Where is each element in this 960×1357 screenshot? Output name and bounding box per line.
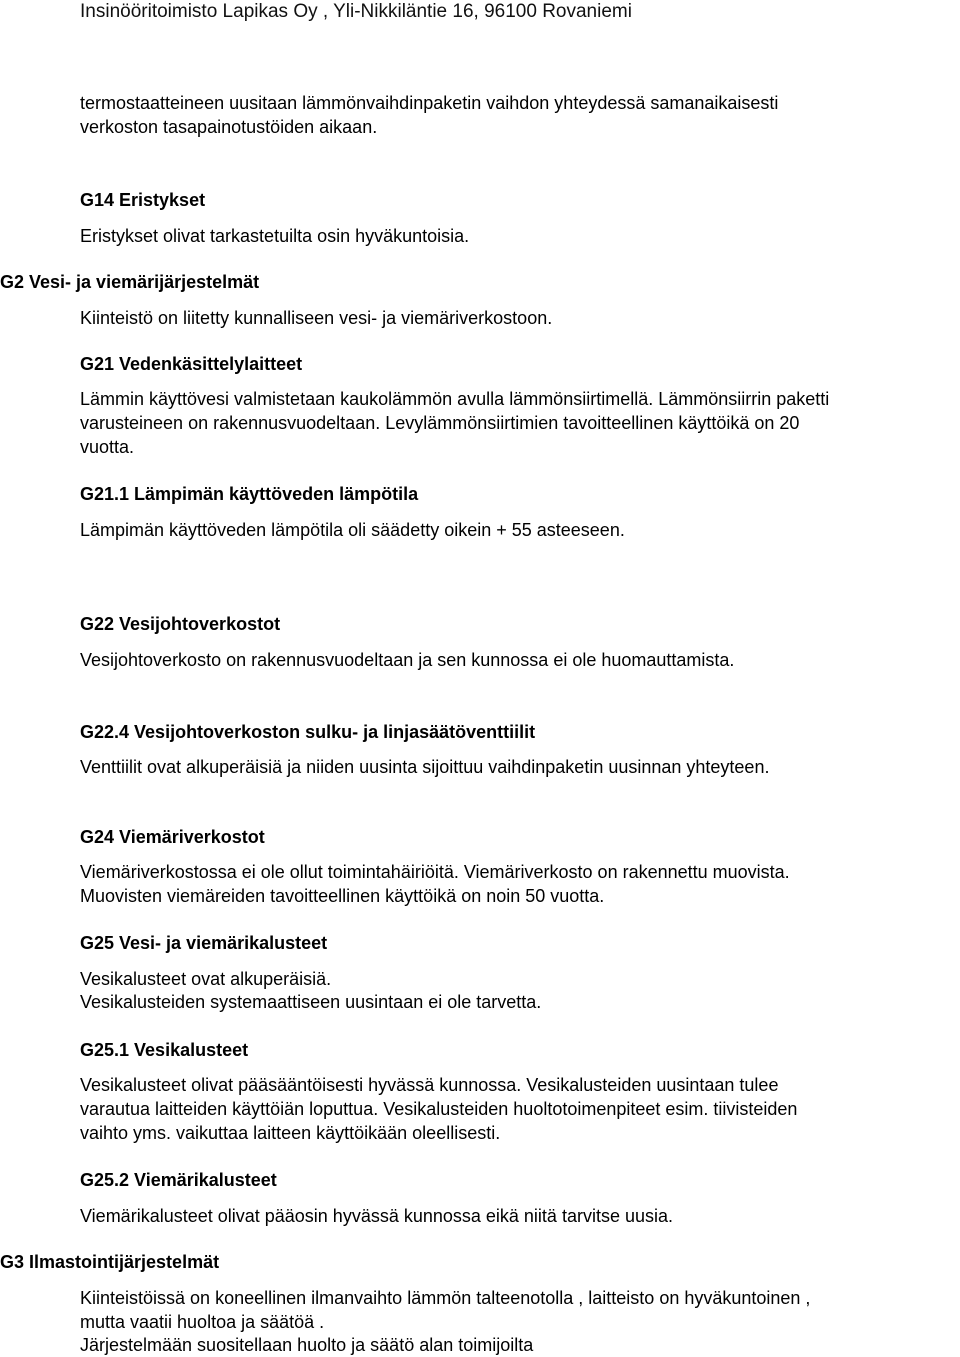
section-heading: G25.1 Vesikalusteet xyxy=(80,1040,249,1060)
section-text: mutta vaatii huoltoa ja säätöä . xyxy=(80,1312,325,1332)
section-text: Viemärikalusteet olivat pääosin hyvässä kunnossa eikä niitä tarvitse uusia. xyxy=(80,1206,673,1226)
section-text: Muovisten viemäreiden tavoitteellinen käyttöikä on noin 50 vuotta. xyxy=(80,886,605,906)
section-text: Viemäriverkostossa ei ole ollut toimintahäiriöitä. Viemäriverkosto on rakennettu muovista. xyxy=(80,862,790,882)
section-heading: G25.2 Viemärikalusteet xyxy=(80,1170,277,1190)
section-heading: G2 Vesi- ja viemärijärjestelmät xyxy=(0,272,260,292)
section-text: vuotta. xyxy=(80,437,135,457)
intro-line: verkoston tasapainotustöiden aikaan. xyxy=(80,117,378,137)
section-heading: G3 Ilmastointijärjestelmät xyxy=(0,1252,220,1272)
section-text: varusteineen on rakennusvuodeltaan. Levylämmönsiirtimien tavoitteellinen käyttöikä on 20 xyxy=(80,413,800,433)
section-text: vaihto yms. vaikuttaa laitteen käyttöikään oleellisesti. xyxy=(80,1123,501,1143)
section-text: Järjestelmään suositellaan huolto ja säätö alan toimijoilta xyxy=(80,1335,534,1355)
section-text: Vesikalusteet ovat alkuperäisiä. xyxy=(80,969,332,989)
section-heading: G22 Vesijohtoverkostot xyxy=(80,614,281,634)
section-text: Lämmin käyttövesi valmistetaan kaukolämmön avulla lämmönsiirtimellä. Lämmönsiirrin paketti xyxy=(80,389,830,409)
section-heading: G21.1 Lämpimän käyttöveden lämpötila xyxy=(80,484,419,504)
section-text: Kiinteistöissä on koneellinen ilmanvaihto lämmön talteenotolla , laitteisto on hyväkuntoinen , xyxy=(80,1288,811,1308)
section-text: varautua laitteiden käyttöiän loputtua. Vesikalusteiden huoltotoimenpiteet esim. tiivisteiden xyxy=(80,1099,798,1119)
section-text: Lämpimän käyttöveden lämpötila oli säädetty oikein + 55 asteeseen. xyxy=(80,520,625,540)
intro-line: termostaatteineen uusitaan lämmönvaihdinpaketin vaihdon yhteydessä samanaikaisesti xyxy=(80,93,779,113)
section-heading: G14 Eristykset xyxy=(80,190,206,210)
section-heading: G24 Viemäriverkostot xyxy=(80,827,265,847)
section-heading: G21 Vedenkäsittelylaitteet xyxy=(80,354,303,374)
section-heading: G25 Vesi- ja viemärikalusteet xyxy=(80,933,328,953)
page-header: Insinööritoimisto Lapikas Oy , Yli-Nikkiläntie 16, 96100 Rovaniemi xyxy=(80,1,632,22)
section-text: Venttiilit ovat alkuperäisiä ja niiden uusinta sijoittuu vaihdinpaketin uusinnan yhteyteen. xyxy=(80,757,770,777)
section-text: Vesikalusteiden systemaattiseen uusintaan ei ole tarvetta. xyxy=(80,992,542,1012)
section-text: Kiinteistö on liitetty kunnalliseen vesi- ja viemäriverkostoon. xyxy=(80,308,553,328)
section-text: Eristykset olivat tarkastetuilta osin hyväkuntoisia. xyxy=(80,226,470,246)
section-text: Vesijohtoverkosto on rakennusvuodeltaan ja sen kunnossa ei ole huomauttamista. xyxy=(80,650,735,670)
section-text: Vesikalusteet olivat pääsääntöisesti hyvässä kunnossa. Vesikalusteiden uusintaan tulee xyxy=(80,1075,779,1095)
section-heading: G22.4 Vesijohtoverkoston sulku- ja linjasäätöventtiilit xyxy=(80,722,536,742)
